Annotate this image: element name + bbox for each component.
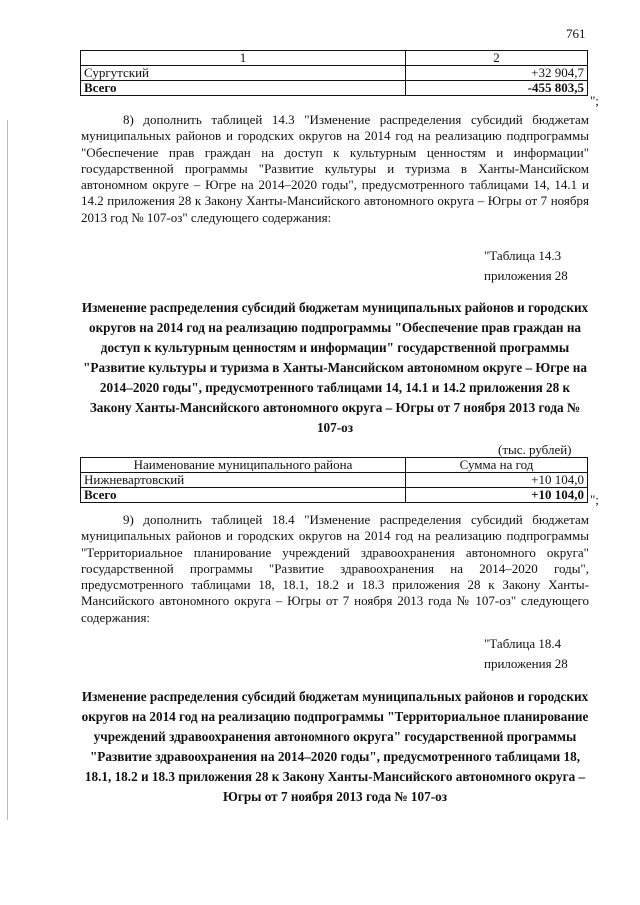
table-ref-line: приложения 28: [484, 268, 568, 283]
column-header: Сумма на год: [406, 458, 588, 473]
paragraph-item-9: [81, 512, 589, 626]
table-row: [81, 473, 588, 488]
table-ref-line: "Таблица 18.4: [484, 636, 562, 651]
units-label: (тыс. рублей): [498, 442, 572, 457]
table-closing-quote: ";: [590, 492, 599, 507]
table-header-row: [81, 458, 588, 473]
table-header-row: [81, 51, 588, 66]
table-closing-quote: ";: [590, 93, 599, 108]
total-value: -455 803,5: [406, 81, 588, 96]
table-total-row: [81, 488, 588, 503]
table-row: [81, 66, 588, 81]
table-14-3: [80, 457, 588, 503]
table-ref-line: "Таблица 14.3: [484, 248, 562, 263]
table-reference-14-3: [484, 246, 568, 286]
total-label: Всего: [81, 488, 406, 503]
paragraph-text: 8) дополнить таблицей 14.3 "Изменение распределения субсидий бюджетам муниципальных районов и городских округов на 2014 год на реализацию подпрограммы "Обеспечение прав граждан на доступ к культурным ценностям и информации" государственной программы "Развитие культуры и туризма в Ханты-Мансийском автономном округе – Югре на 2014–2020 годы", предусмотренного таблицами 14, 14.1 и 14.2 приложения 28 к Закону Ханты-Мансийского автономного округа – Югры от 7 ноября 2013 год № 107-оз" следующего содержания:: [81, 112, 589, 225]
paragraph-item-8: [81, 112, 589, 226]
column-header: Наименование муниципального района: [81, 458, 406, 473]
amount-value: +32 904,7: [406, 66, 588, 81]
table-total-row: [81, 81, 588, 96]
paragraph-text: 9) дополнить таблицей 18.4 "Изменение распределения субсидий бюджетам муниципальных районов и городских округов на 2014 год на реализацию подпрограммы "Территориальное планирование учреждений здравоохранения автономного округа" государственной программы "Развитие здравоохранения на 2014–2020 годы", предусмотренного таблицами 18, 18.1, 18.2 и 18.3 приложения 28 к Закону Ханты-Мансийского автономного округа – Югры от 7 ноября 2013 года № 107-оз" следующего содержания:: [81, 512, 589, 625]
section-title-18-4: Изменение распределения субсидий бюджетам муниципальных районов и городских округов на 2014 год на реализацию подпрограммы "Территориальное планирование учреждений здравоохранения автономного округа" государственной программы "Развитие здравоохранения на 2014–2020 годы", предусмотренного таблицами 18, 18.1, 18.2 и 18.3 приложения 28 к Закону Ханты-Мансийского автономного округа – Югры от 7 ноября 2013 года № 107-оз: [81, 689, 589, 804]
total-value: +10 104,0: [406, 488, 588, 503]
district-name: Сургутский: [81, 66, 406, 81]
district-name: Нижневартовский: [81, 473, 406, 488]
table-reference-18-4: [484, 634, 568, 674]
scan-margin-line: [7, 120, 8, 820]
table-top: [80, 50, 588, 96]
amount-value: +10 104,0: [406, 473, 588, 488]
table-ref-line: приложения 28: [484, 656, 568, 671]
column-header: 1: [81, 51, 406, 66]
section-title-14-3: Изменение распределения субсидий бюджетам муниципальных районов и городских округов на 2014 год на реализацию подпрограммы "Обеспечение прав граждан на доступ к культурным ценностям и информации" государственной программы "Развитие культуры и туризма в Ханты-Мансийском автономном округе – Югре на 2014–2020 годы", предусмотренного таблицами 14, 14.1 и 14.2 приложения 28 к Закону Ханты-Мансийского автономного округа – Югры от 7 ноября 2013 года № 107-оз: [81, 300, 589, 435]
column-header: 2: [406, 51, 588, 66]
page-number: 761: [566, 26, 586, 41]
total-label: Всего: [81, 81, 406, 96]
